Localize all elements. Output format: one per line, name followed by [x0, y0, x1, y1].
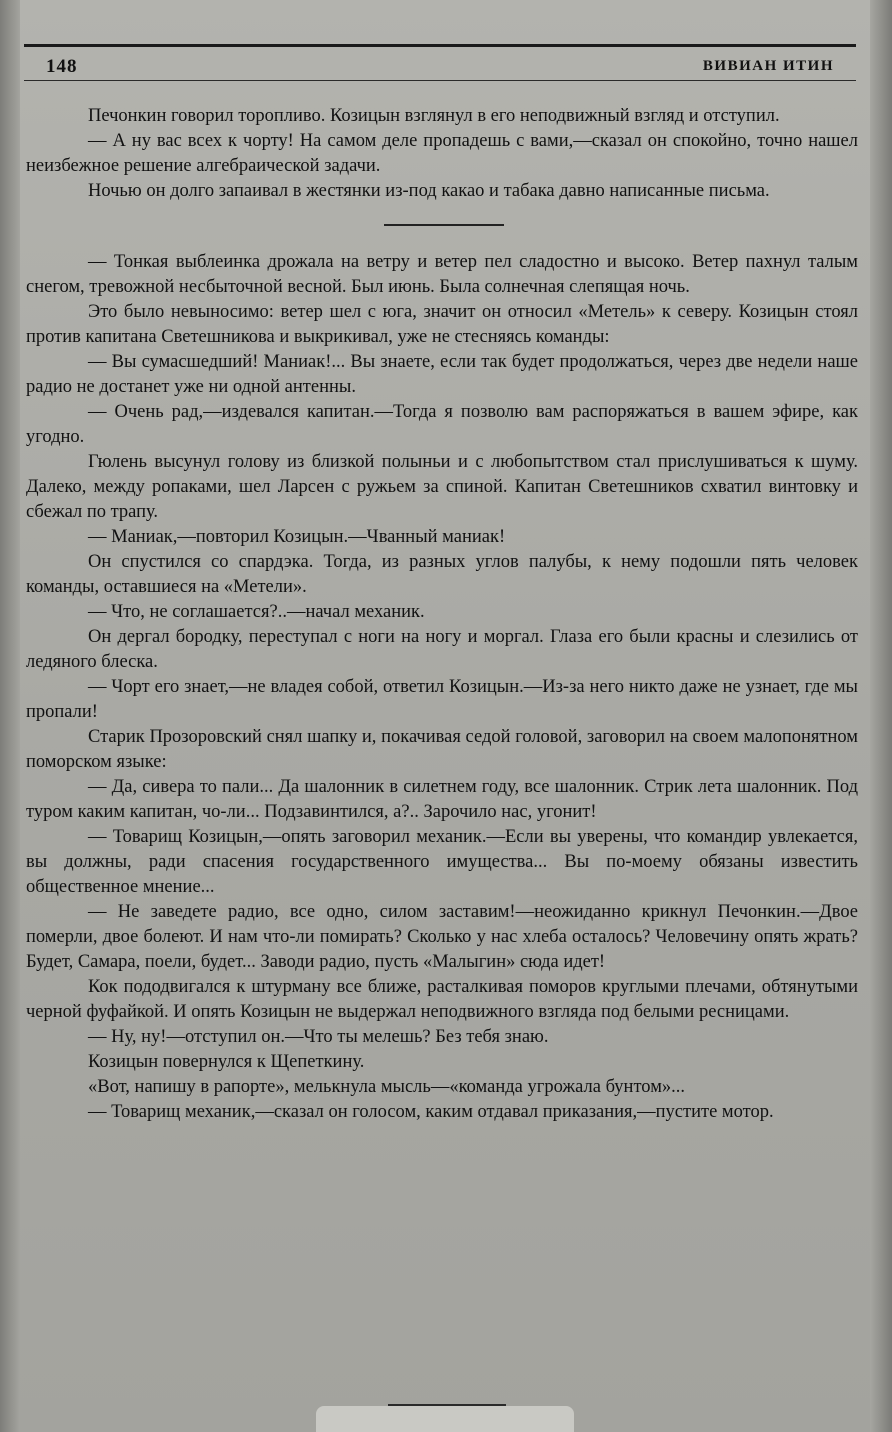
paragraph: — Чорт его знает,—не владея собой, ответил Козицын.—Из-за него никто даже не узнает, где мы пропали!: [26, 677, 858, 722]
paragraph: — Очень рад,—издевался капитан.—Тогда я позволю вам распоряжаться в вашем эфире, как угодно.: [26, 402, 858, 447]
paragraph: — Ну, ну!—отступил он.—Что ты мелешь? Без тебя знаю.: [88, 1027, 549, 1047]
page-right-edge: [870, 0, 892, 1432]
page-number: 148: [46, 56, 78, 77]
paragraph: — А ну вас всех к чорту! На самом деле пропадешь с вами,—сказал он спокойно, точно нашел неизбежное решение алгебраической задачи.: [26, 131, 858, 176]
paragraph: «Вот, напишу в рапорте», мелькнула мысль—«команда угрожала бунтом»...: [88, 1077, 686, 1097]
header-rule: [24, 80, 856, 81]
scan-bottom-tab: [316, 1406, 574, 1432]
paragraph: — Да, сивера то пали... Да шалонник в силетнем году, все шалонник. Стрик лета шалонник. Под туром каким капитан, чо-ли... Подзавинтился, а?.. Зарочило нас, угонит!: [26, 777, 858, 822]
section-separator: [384, 224, 504, 226]
paragraph: Гюлень высунул голову из близкой полыньи и с любопытством стал прислушиваться к шуму. Далеко, между ропаками, шел Ларсен с ружьем за спиной. Капитан Светешников схватил винтовку и сбежал по трапу.: [26, 452, 858, 522]
paragraph: — Вы сумасшедший! Маниак!... Вы знаете, если так будет продолжаться, через две недели наше радио не достанет уже ни одной антенны.: [26, 352, 858, 397]
top-rule: [24, 44, 856, 47]
paragraph: Это было невыносимо: ветер шел с юга, значит он относил «Метель» к северу. Козицын стоял против капитана Светешникова и выкрикивал, уже не стесняясь команды:: [26, 302, 858, 347]
paragraph: Он дергал бородку, переступал с ноги на ногу и моргал. Глаза его были красны и слезились от ледяного блеска.: [26, 627, 858, 672]
running-head: ВИВИАН ИТИН: [702, 58, 834, 74]
body-text: [26, 104, 858, 1125]
page-header: [24, 52, 856, 82]
paragraph: — Что, не соглашается?..—начал механик.: [88, 602, 425, 622]
paragraph: — Товарищ механик,—сказал он голосом, каким отдавал приказания,—пустите мотор.: [88, 1102, 774, 1122]
paragraph: — Не заведете радио, все одно, силом заставим!—неожиданно крикнул Печонкин.—Двое померли, двое болеют. И нам что-ли помирать? Сколько у нас хлеба осталось? Человечину опять жрать? Будет, Самара, поели, будет... Заводи радио, пусть «Малыгин» сюда идет!: [26, 902, 858, 972]
paragraph: Ночью он долго запаивал в жестянки из-под какао и табака давно написанные письма.: [88, 181, 770, 201]
paragraph: Старик Прозоровский снял шапку и, покачивая седой головой, заговорил на своем малопонятном поморском языке:: [26, 727, 858, 772]
bottom-rule: [388, 1404, 506, 1406]
paragraph: — Товарищ Козицын,—опять заговорил механик.—Если вы уверены, что командир увлекается, вы должны, ради спасения государственного имущества... Вы по-моему обязаны известить общественное мнение...: [26, 827, 858, 897]
paragraph: — Тонкая выблеинка дрожала на ветру и ветер пел сладостно и высоко. Ветер пахнул талым снегом, тревожной несбыточной весной. Был июнь. Была солнечная слепящая ночь.: [26, 252, 858, 297]
paragraph: Печонкин говорил торопливо. Козицын взглянул в его неподвижный взгляд и отступил.: [88, 106, 780, 126]
paragraph: Козицын повернулся к Щепеткину.: [88, 1052, 365, 1072]
paragraph: Он спустился со спардэка. Тогда, из разных углов палубы, к нему подошли пять человек команды, оставшиеся на «Метели».: [26, 552, 858, 597]
page-left-edge: [0, 0, 20, 1432]
paragraph: — Маниак,—повторил Козицын.—Чванный маниак!: [88, 527, 506, 547]
paragraph: Кок пододвигался к штурману все ближе, расталкивая поморов круглыми плечами, обтянутыми черной фуфайкой. И опять Козицын не выдержал неподвижного взгляда под белыми ресницами.: [26, 977, 858, 1022]
